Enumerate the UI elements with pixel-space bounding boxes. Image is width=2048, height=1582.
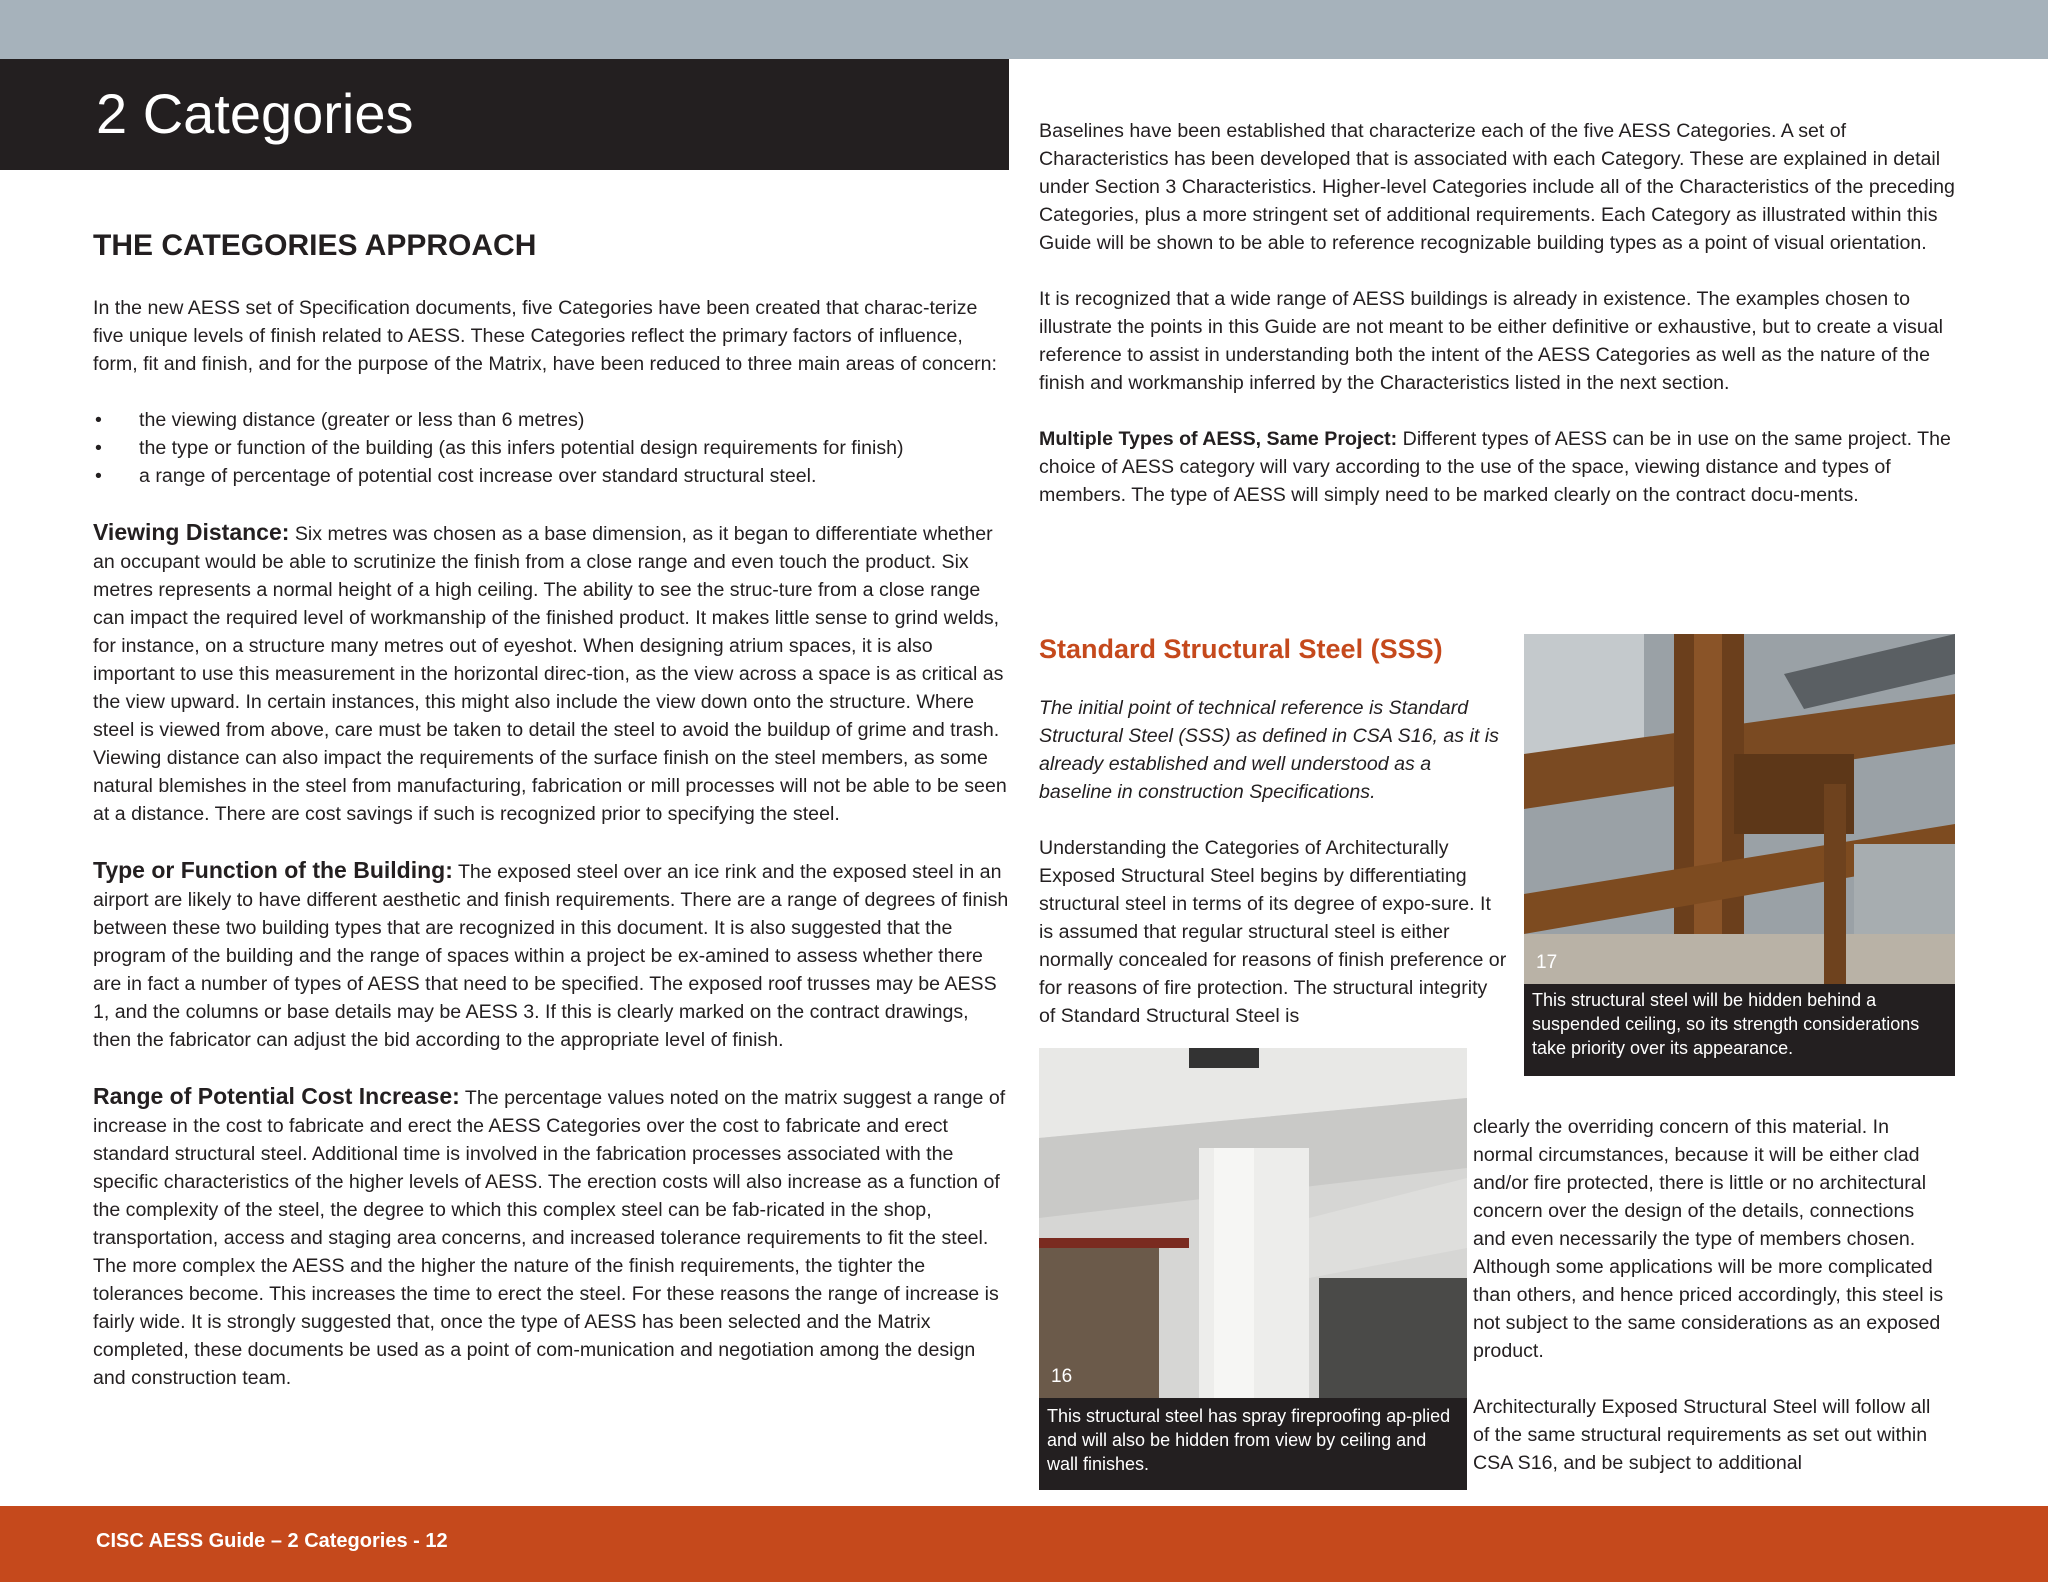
multiple-types-text: Different types of AESS can be in use on the same project. The choice of AESS category will vary according to the use of the space, viewing distance and types of members. The type of AESS will simply need to be marked clearly on the contract docu-ments.	[1039, 428, 1951, 506]
footer-text: CISC AESS Guide – 2 Categories - 12	[96, 1530, 448, 1552]
figure-number: 16	[1051, 1366, 1073, 1387]
baselines-paragraph: Baselines have been established that characterize each of the five AESS Categories. A set of Characteristics has been developed that is associated with each Category. These are explained in detail under Section 3 Characteristics. Higher-level Categories include all of the Characteristics of the preceding Categories, plus a more stringent set of additional requirements. Each Category as illustrated within this Guide will be shown to be able to reference recognizable building types as a point of visual orientation.	[1039, 120, 1955, 254]
top-band	[0, 0, 2048, 59]
multiple-types-paragraph	[1039, 425, 1959, 509]
cost-increase-text: The percentage values noted on the matrix suggest a range of increase in the cost to fabricate and erect the AESS Categories over the cost to fabricate and erect standard structural steel. Additional time is involved in the fabrication processes associated with the specific characteristics of the higher levels of AESS. The erection costs will also increase as a function of the complexity of the steel, the degree to which this complex steel can be fab-ricated in the shop, transportation, access and staging area concerns, and increased tolerance requirements to fit the steel. The more complex the AESS and the higher the nature of the finish requirements, the tighter the tolerances become. This increases the time to erect the steel. For these reasons the range of increase is fairly wide. It is strongly suggested that, once the type of AESS has been selected and the Matrix completed, these documents be used as a point of com-munication and negotiation among the design and construction team.	[93, 1087, 1006, 1389]
title-bar	[0, 59, 1009, 170]
section-heading: THE CATEGORIES APPROACH	[93, 229, 537, 262]
list-item: • a range of percentage of potential cost increase over standard structural steel.	[93, 462, 1009, 490]
footer-bar	[0, 1506, 2048, 1582]
concerns-list	[93, 406, 1009, 490]
right-column	[1039, 117, 1959, 537]
list-item: • the type or function of the building (as this infers potential design requirements for finish)	[93, 434, 1009, 462]
page-title: 2 Categories	[96, 82, 414, 145]
sss-intro: The initial point of technical reference is Standard Structural Steel (SSS) as defined in CSA S16, as it is already established and well understood as a baseline in construction Specifications.	[1039, 697, 1499, 803]
multiple-types-lead: Multiple Types of AESS, Same Project:	[1039, 428, 1398, 450]
sss-text-block	[1039, 694, 1509, 1058]
figure-16	[1039, 1048, 1467, 1490]
examples-paragraph: It is recognized that a wide range of AESS buildings is already in existence. The examples chosen to illustrate the points in this Guide are not meant to be either definitive or exhaustive, but to create a visual reference to assist in understanding both the intent of the AESS Categories as well as the nature of the finish and workmanship inferred by the Characteristics listed in the next section.	[1039, 288, 1944, 394]
sss-paragraph-2: clearly the overriding concern of this material. In normal circumstances, because it will be either clad and/or fire protected, there is little or no architectural concern over the design of the details, connections and even necessarily the type of members chosen. Although some applications will be more complicated than others, and hence priced accordingly, this steel is not subject to the same considerations as an exposed product.	[1473, 1116, 1944, 1362]
steel-framing-photo	[1524, 634, 1955, 984]
figure-caption: This structural steel will be hidden behind a suspended ceiling, so its strength considerations take priority over its appearance.	[1532, 990, 1920, 1058]
sss-heading: Standard Structural Steel (SSS)	[1039, 634, 1443, 664]
fireproofed-steel-photo	[1039, 1048, 1467, 1398]
figure-number: 17	[1536, 952, 1558, 973]
intro-paragraph: In the new AESS set of Specification documents, five Categories have been created that charac-terize five unique levels of finish related to AESS. These Categories reflect the primary factors of influence, form, fit and finish, and for the purpose of the Matrix, have been reduced to three main areas of concern:	[93, 297, 998, 375]
list-item: • the viewing distance (greater or less than 6 metres)	[93, 406, 1009, 434]
sss-paragraph-1: Understanding the Categories of Architecturally Exposed Structural Steel begins by differentiating structural steel in terms of its degree of expo-sure. It is assumed that regular structural steel is either normally concealed for reasons of finish preference or for reasons of fire protection. The structural integrity of Standard Structural Steel is	[1039, 837, 1507, 1027]
figure-caption: This structural steel has spray fireproofing ap-plied and will also be hidden from view by ceiling and wall finishes.	[1047, 1406, 1451, 1474]
left-column	[93, 226, 1009, 1420]
viewing-distance-paragraph	[93, 518, 1009, 828]
building-type-text: The exposed steel over an ice rink and the exposed steel in an airport are likely to have different aesthetic and finish requirements. There are a range of degrees of finish between these two building types that are recognized in this document. It is also suggested that the program of the building and the range of spaces within a project be ex-amined to assess whether there are in fact a number of types of AESS that need to be specified. The exposed roof trusses may be AESS 1, and the columns or base details may be AESS 3. If this is clearly marked on the contract drawings, then the fabricator can adjust the bid according to the appropriate level of finish.	[93, 861, 1009, 1051]
figure-17	[1524, 634, 1955, 1076]
building-type-lead: Type or Function of the Building:	[93, 857, 453, 883]
building-type-paragraph	[93, 856, 1009, 1054]
cost-increase-paragraph	[93, 1082, 1009, 1392]
viewing-distance-lead: Viewing Distance:	[93, 519, 290, 545]
sss-paragraph-3: Architecturally Exposed Structural Steel will follow all of the same structural requirements as set out within CSA S16, and be subject to additional	[1473, 1396, 1931, 1474]
viewing-distance-text: Six metres was chosen as a base dimension, as it began to differentiate whether an occupant would be able to scrutinize the finish from a close range and even touch the product. Six metres represents a normal height of a high ceiling. The ability to see the struc-ture from a close range can impact the required level of workmanship of the finished product. It makes little sense to grind welds, for instance, on a structure many metres out of eyeshot. When designing atrium spaces, it is also important to use this measurement in the horizontal direc-tion, as the view across a space is as critical as the view upward. In certain instances, this might also include the view down onto the structure. Where steel is viewed from above, care must be taken to detail the steel to avoid the buildup of grime and trash. Viewing distance can also impact the requirements of the surface finish on the steel members, as some natural blemishes in the steel from manufacturing, fabrication or mill processes will not be able to be seen at a distance. There are cost savings if such is recognized prior to specifying the steel.	[93, 523, 1007, 825]
cost-increase-lead: Range of Potential Cost Increase:	[93, 1083, 460, 1109]
sss-continued-block	[1473, 1113, 1949, 1505]
